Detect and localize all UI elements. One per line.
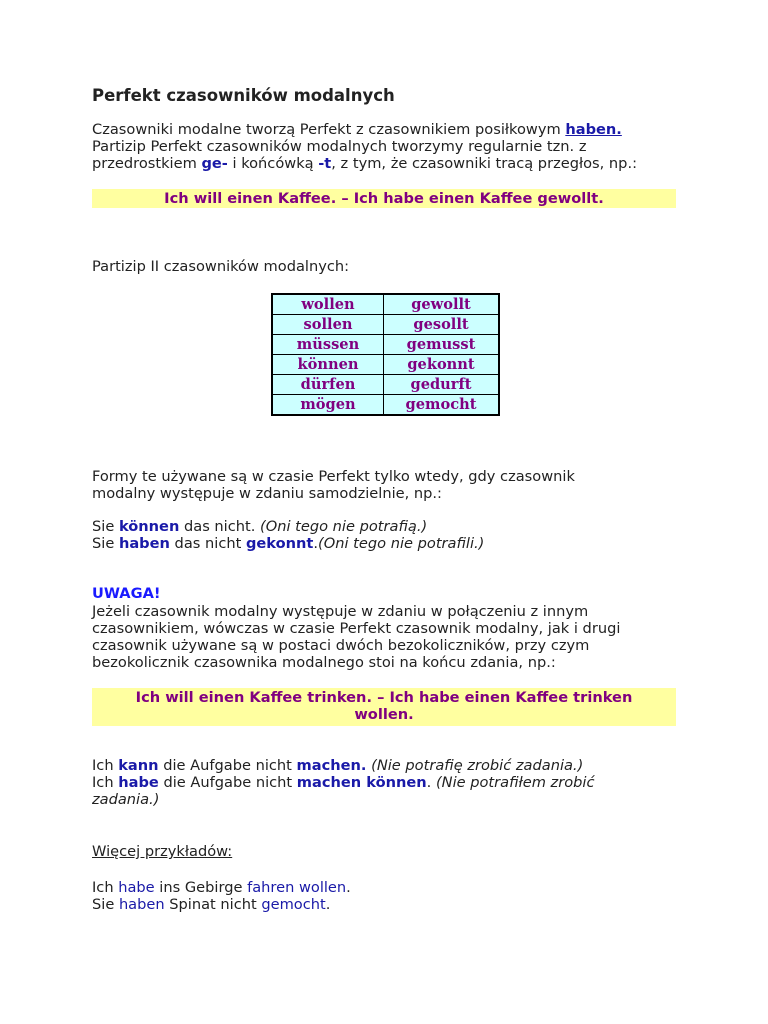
page-title: Perfekt czasowników modalnych xyxy=(92,86,395,105)
example-4 xyxy=(92,757,676,808)
modal-verbs-table xyxy=(271,293,500,416)
partizip-cell: gedurft xyxy=(384,375,500,395)
translation-continued: zadania.) xyxy=(92,791,160,808)
intro-line-1 xyxy=(92,121,676,138)
text: . xyxy=(346,879,351,896)
partizip-cell: gesollt xyxy=(384,315,500,335)
translation: (Nie potrafiłem zrobić xyxy=(435,774,595,791)
example-highlight-1: Ich will einen Kaffee. – Ich habe einen Kaffee gewollt. xyxy=(92,189,676,208)
text: das nicht. xyxy=(179,518,261,535)
example-4-line-2 xyxy=(92,774,676,791)
text: die Aufgabe nicht xyxy=(158,757,297,774)
infinitive-cell: wollen xyxy=(272,294,384,315)
text: Spinat nicht xyxy=(164,896,262,913)
translation: (Oni tego nie potrafili.) xyxy=(318,535,485,552)
infinitive-cell: müssen xyxy=(272,335,384,355)
uwaga-line-1: Jeżeli czasownik modalny występuje w zdaniu w połączeniu z innym xyxy=(92,603,589,620)
infinitive-cell: dürfen xyxy=(272,375,384,395)
infinitive-cell: können xyxy=(272,355,384,375)
formy-paragraph xyxy=(92,468,676,502)
uwaga-paragraph xyxy=(92,603,676,671)
partizip-cell: gekonnt xyxy=(384,355,500,375)
infinitive-cell: sollen xyxy=(272,315,384,335)
intro-line-2: Partizip Perfekt czasowników modalnych tworzymy regularnie tzn. z xyxy=(92,138,587,155)
example-highlight-2-line-2: wollen. xyxy=(354,706,414,723)
formy-line-2: modalny występuje w zdaniu samodzielnie, np.: xyxy=(92,485,442,502)
verb-highlight: habe xyxy=(118,879,155,896)
verb-highlight: haben xyxy=(118,535,170,552)
partizip-cell: gemusst xyxy=(384,335,500,355)
intro-text: Czasowniki modalne tworzą Perfekt z czasownikiem posiłkowym xyxy=(92,121,566,138)
example-2-line-1 xyxy=(92,518,676,535)
example-5-line-1 xyxy=(92,879,676,896)
translation: (Oni tego nie potrafią.) xyxy=(260,518,428,535)
intro-text: przedrostkiem xyxy=(92,155,202,172)
formy-line-1: Formy te używane są w czasie Perfekt tylko wtedy, gdy czasownik xyxy=(92,468,575,485)
verb-highlight: habe xyxy=(118,774,159,791)
intro-text: , z tym, że czasowniki tracą przegłos, np.: xyxy=(331,155,637,172)
example-2 xyxy=(92,518,676,552)
partizip-heading: Partizip II czasowników modalnych: xyxy=(92,258,350,275)
text: das nicht xyxy=(169,535,246,552)
text: ins Gebirge xyxy=(154,879,248,896)
text: Ich xyxy=(92,757,119,774)
partizip-cell: gewollt xyxy=(384,294,500,315)
verb-row xyxy=(272,294,499,315)
partizip-cell: gemocht xyxy=(384,395,500,416)
example-highlight-2-line-1: Ich will einen Kaffee trinken. – Ich habe einen Kaffee trinken xyxy=(135,689,633,706)
infinitive-cell: mögen xyxy=(272,395,384,416)
verb-highlight: gekonnt xyxy=(245,535,314,552)
text: die Aufgabe nicht xyxy=(158,774,297,791)
verb-highlight: kann xyxy=(118,757,159,774)
suffix-t: -t xyxy=(318,155,332,172)
translation: (Nie potrafię zrobić zadania.) xyxy=(371,757,584,774)
verb-highlight: können xyxy=(118,518,180,535)
verb-highlight: fahren wollen xyxy=(247,879,347,896)
verb-row xyxy=(272,315,499,335)
text: . xyxy=(313,535,319,552)
uwaga-line-2: czasownikiem, wówczas w czasie Perfekt czasownik modalny, jak i drugi xyxy=(92,620,621,637)
verb-highlight: machen können xyxy=(296,774,427,791)
text: Ich xyxy=(92,879,119,896)
example-highlight-2 xyxy=(92,688,676,726)
example-2-line-2 xyxy=(92,535,676,552)
example-5-line-2 xyxy=(92,896,676,913)
verb-row xyxy=(272,355,499,375)
intro-paragraph xyxy=(92,121,676,172)
uwaga-line-3: czasownik używane są w postaci dwóch bezokoliczników, przy czym xyxy=(92,637,590,654)
prefix-ge: ge- xyxy=(201,155,228,172)
verb-highlight: gemocht xyxy=(261,896,326,913)
verb-highlight: haben xyxy=(118,896,165,913)
text: Sie xyxy=(92,535,119,552)
more-examples-heading: Więcej przykładów: xyxy=(92,843,233,860)
verb-row xyxy=(272,335,499,355)
intro-line-3 xyxy=(92,155,676,172)
intro-text: i końcówką xyxy=(227,155,319,172)
example-4-line-1 xyxy=(92,757,676,774)
verb-highlight: machen. xyxy=(296,757,367,774)
text: Sie xyxy=(92,896,119,913)
text: Ich xyxy=(92,774,119,791)
verb-row xyxy=(272,375,499,395)
verb-row xyxy=(272,395,499,416)
example-5 xyxy=(92,879,676,913)
haben-link[interactable]: haben. xyxy=(565,121,622,138)
text: . xyxy=(325,896,331,913)
uwaga-line-4: bezokolicznik czasownika modalnego stoi na końcu zdania, np.: xyxy=(92,654,556,671)
uwaga-heading: UWAGA! xyxy=(92,585,161,602)
text: . xyxy=(426,774,436,791)
text: Sie xyxy=(92,518,119,535)
